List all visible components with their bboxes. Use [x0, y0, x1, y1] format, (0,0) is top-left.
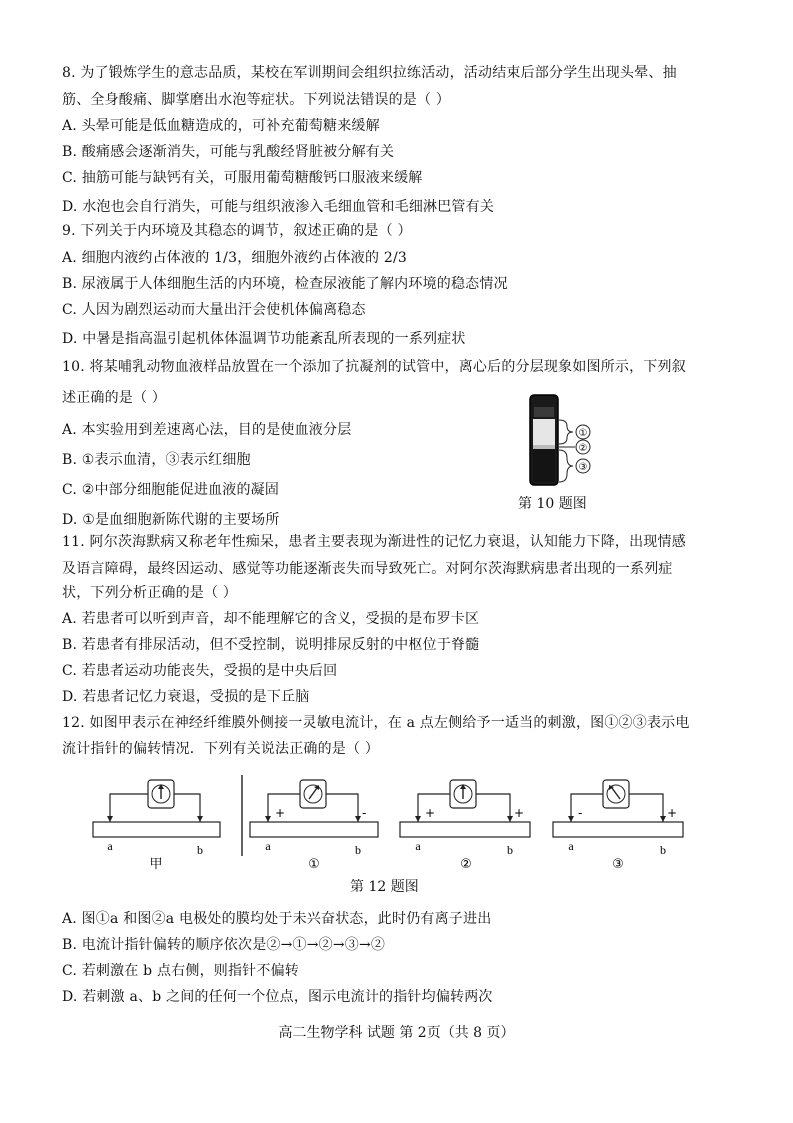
q12-option-a: A. 图①a 和图②a 电极处的膜均处于未兴奋状态，此时仍有离子进出 [62, 911, 492, 927]
panel-jia [93, 780, 220, 872]
q11-option-d: D. 若患者记忆力衰退，受损的是下丘脑 [62, 689, 310, 705]
q11-stem-line-1: 11. 阿尔茨海默病又称老年性痴呆，患者主要表现为渐进性的记忆力衰退，认知能力下降，出现情感 [62, 534, 686, 550]
panel-2-plus-right: + [514, 806, 525, 820]
electrode-a-label: a [107, 839, 113, 853]
q11-option-c: C. 若患者运动功能丧失，受损的是中央后回 [62, 663, 338, 679]
panel-1-plus: + [275, 806, 286, 820]
panel-label-jia: 甲 [149, 857, 163, 872]
q10-stem-line-2: 述正确的是（ ） [62, 390, 167, 406]
q11-stem-line-2: 及语言障碍，最终因运动、感觉等功能逐渐丧失而导致死亡。对阿尔茨海默病患者出现的一系列症 [62, 561, 673, 577]
q8-option-b: B. 酸痛感会逐渐消失，可能与乳酸经肾脏被分解有关 [62, 144, 395, 160]
panel-3-b: b [660, 843, 666, 857]
q11-option-a: A. 若患者可以听到声音，却不能理解它的含义，受损的是布罗卡区 [62, 611, 480, 627]
panel-1-minus: - [362, 806, 367, 820]
panel-3-minus: - [578, 806, 583, 820]
label-1: ① [578, 428, 588, 439]
q9-option-b: B. 尿液属于人体细胞生活的内环境，检查尿液能了解内环境的稳态情况 [62, 276, 508, 292]
brace-1 [559, 420, 573, 444]
q9-stem: 9. 下列关于内环境及其稳态的调节，叙述正确的是（ ） [62, 223, 412, 239]
q12-stem-line-1: 12. 如图甲表示在神经纤维膜外侧接一灵敏电流计，在 a 点左侧给予一适当的刺激，图①②③表示电 [62, 715, 690, 731]
q10-option-c: C. ②中部分细胞能促进血液的凝固 [62, 482, 280, 498]
tube-cap-band [534, 407, 554, 417]
label-3: ③ [578, 462, 588, 473]
q10-option-d: D. ①是血细胞新陈代谢的主要场所 [62, 512, 280, 528]
panel-1 [250, 780, 378, 872]
q10-figure-caption: 第 10 题图 [518, 496, 587, 512]
panel-3-a: a [568, 839, 574, 853]
red-cell-layer [533, 449, 555, 482]
panel-3-plus: + [667, 806, 678, 820]
panel-label-1: ① [308, 857, 320, 872]
q8-option-a: A. 头晕可能是低血糖造成的，可补充葡萄糖来缓解 [62, 118, 380, 134]
q11-stem-line-3: 状，下列分析正确的是（ ） [62, 585, 238, 601]
q10-stem-line-1: 10. 将某哺乳动物血液样品放置在一个添加了抗凝剂的试管中，离心后的分层现象如图所示，下列叙 [62, 359, 686, 375]
q9-option-d: D. 中暑是指高温引起机体体温调节功能紊乱所表现的一系列症状 [62, 331, 466, 347]
brace-3 [559, 450, 573, 482]
nerve-fiber-jia [93, 822, 220, 837]
panel-2 [400, 780, 530, 872]
panel-label-3: ③ [612, 857, 624, 872]
q8-stem-line-2: 筋、全身酸痛、脚掌磨出水泡等症状。下列说法错误的是（ ） [62, 92, 451, 108]
galvanometer-figure [88, 770, 698, 878]
page-footer: 高二生物学科 试题 第 2页（共 8 页） [278, 1025, 515, 1041]
panel-1-b: b [355, 843, 361, 857]
panel-1-a: a [265, 839, 271, 853]
q12-option-d: D. 若刺激 a、b 之间的任何一个位点，图示电流计的指针均偏转两次 [62, 989, 493, 1005]
q10-option-a: A. 本实验用到差速离心法，目的是使血液分层 [62, 422, 352, 438]
q12-stem-line-2: 流计指针的偏转情况．下列有关说法正确的是（ ） [62, 741, 380, 757]
label-2: ② [578, 443, 588, 454]
q12-figure-caption: 第 12 题图 [350, 879, 419, 895]
q8-option-d: D. 水泡也会自行消失，可能与组织液渗入毛细血管和毛细淋巴管有关 [62, 199, 495, 215]
buffy-coat-layer [533, 445, 555, 449]
panel-2-plus-left: + [425, 806, 436, 820]
panel-3 [553, 780, 683, 872]
panel-2-b: b [507, 843, 513, 857]
plasma-layer [533, 419, 555, 445]
q9-option-a: A. 细胞内液约占体液的 1/3，细胞外液约占体液的 2/3 [62, 250, 407, 266]
q11-option-b: B. 若患者有排尿活动，但不受控制，说明排尿反射的中枢位于脊髓 [62, 637, 480, 653]
centrifuge-tube-figure [515, 392, 605, 488]
q12-option-c: C. 若刺激在 b 点右侧，则指针不偏转 [62, 963, 299, 979]
q12-option-b: B. 电流计指针偏转的顺序依次是②→①→②→③→② [62, 937, 386, 953]
panel-2-a: a [415, 839, 421, 853]
q8-option-c: C. 抽筋可能与缺钙有关，可服用葡萄糖酸钙口服液来缓解 [62, 170, 423, 186]
q8-stem-line-1: 8. 为了锻炼学生的意志品质，某校在军训期间会组织拉练活动，活动结束后部分学生出现头晕、抽 [62, 65, 677, 81]
electrode-b-label: b [197, 843, 203, 857]
q10-option-b: B. ①表示血清，③表示红细胞 [62, 452, 251, 468]
q9-option-c: C. 人因为剧烈运动而大量出汗会使机体偏离稳态 [62, 302, 366, 318]
panel-label-2: ② [460, 857, 472, 872]
